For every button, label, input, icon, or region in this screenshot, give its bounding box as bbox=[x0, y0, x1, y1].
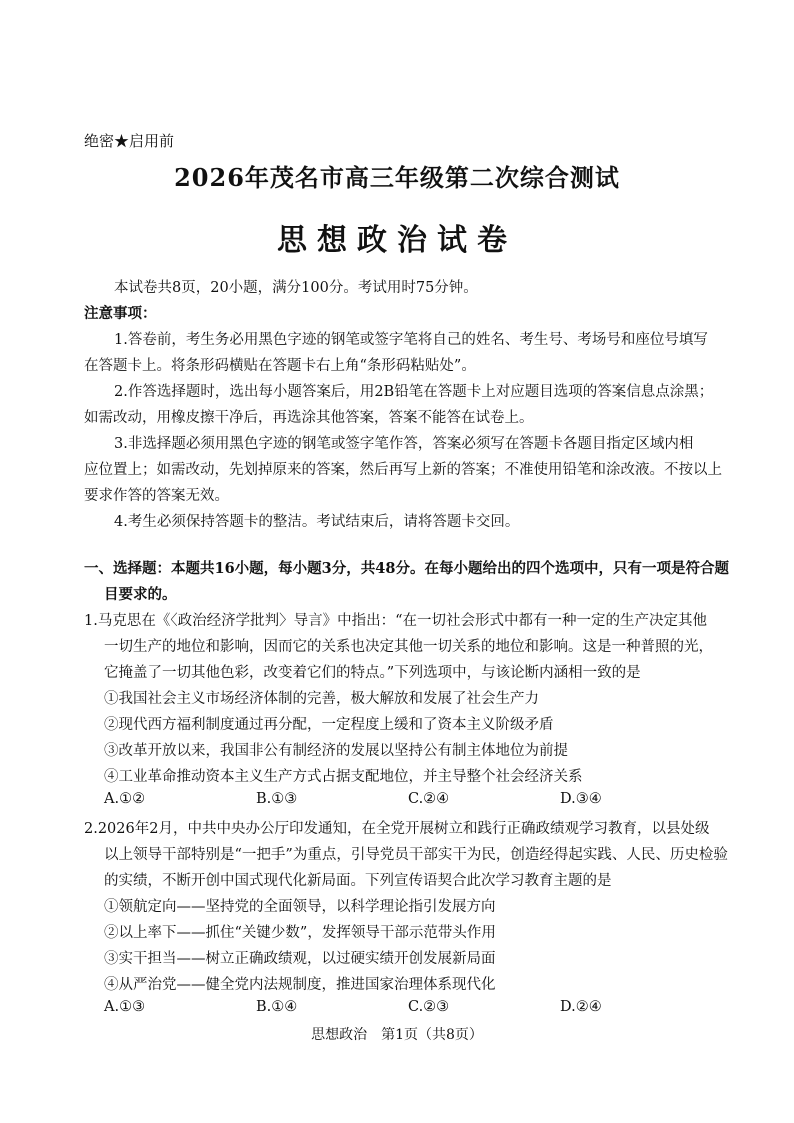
q2-option-a: A.①③ bbox=[104, 999, 146, 1015]
q1-option-d: D.③④ bbox=[560, 791, 602, 807]
q1-option-a: A.①② bbox=[104, 791, 146, 807]
subject-title: 思想政治试卷 bbox=[277, 223, 517, 258]
q1-option-c: C.②④ bbox=[408, 791, 450, 807]
q2-stem-line-3: 的实绩，不断开创中国式现代化新局面。下列宣传语契合此次学习教育主题的是 bbox=[104, 873, 612, 889]
exam-intro: 本试卷共8页，20小题，满分100分。考试用时75分钟。 bbox=[114, 280, 478, 296]
section-1-heading-line-2: 目要求的。 bbox=[104, 586, 177, 603]
q2-statement-4: ④从严治党——健全党内法规制度，推进国家治理体系现代化 bbox=[104, 977, 496, 993]
note-2-line-2: 如需改动，用橡皮擦干净后，再选涂其他答案，答案不能答在试卷上。 bbox=[84, 410, 534, 426]
q2-stem-line-2: 以上领导干部特别是“一把手”为重点，引导党员干部实干为民，创造经得起实践、人民、历史检验 bbox=[104, 847, 728, 863]
note-2-line-1: 2.作答选择题时，选出每小题答案后，用2B铅笔在答题卡上对应题目选项的答案信息点涂黑； bbox=[114, 384, 714, 400]
q2-stem-line-1: 2.2026年2月，中共中央办公厅印发通知，在全党开展树立和践行正确政绩观学习教育，以县处级 bbox=[84, 821, 710, 837]
q1-stem-line-2: 一切生产的地位和影响，因而它的关系也决定其他一切关系的地位和影响。这是一种普照的光， bbox=[104, 639, 713, 655]
page-footer: 思想政治 第1页（共8页） bbox=[311, 1027, 483, 1043]
q2-statement-2: ②以上率下——抓住“关键少数”，发挥领导干部示范带头作用 bbox=[104, 925, 496, 941]
q1-statement-3: ③改革开放以来，我国非公有制经济的发展以坚持公有制主体地位为前提 bbox=[104, 743, 568, 759]
note-1-line-1: 1.答卷前，考生务必用黑色字迹的钢笔或签字笔将自己的姓名、考生号、考场号和座位号填写 bbox=[114, 332, 708, 348]
note-3-line-2: 应位置上；如需改动，先划掉原来的答案，然后再写上新的答案；不准使用铅笔和涂改液。不按以上 bbox=[84, 462, 722, 478]
q2-option-b: B.①④ bbox=[256, 999, 298, 1015]
q1-stem-line-3: 它掩盖了一切其他色彩，改变着它们的特点。”下列选项中，与该论断内涵相一致的是 bbox=[104, 665, 641, 681]
notes-heading: 注意事项： bbox=[84, 305, 157, 322]
q2-statement-3: ③实干担当——树立正确政绩观，以过硬实绩开创发展新局面 bbox=[104, 951, 496, 967]
section-1-heading-line-1: 一、选择题：本题共16小题，每小题3分，共48分。在每小题给出的四个选项中，只有一项是符合题 bbox=[84, 560, 729, 577]
q1-statement-2: ②现代西方福利制度通过再分配，一定程度上缓和了资本主义阶级矛盾 bbox=[104, 717, 554, 733]
q1-stem-line-1: 1.马克思在《〈政治经济学批判〉导言》中指出：“在一切社会形式中都有一种一定的生产决定其他 bbox=[84, 613, 707, 629]
q1-statement-1: ①我国社会主义市场经济体制的完善，极大解放和发展了社会生产力 bbox=[104, 691, 539, 707]
exam-title: 2026年茂名市高三年级第二次综合测试 bbox=[174, 163, 620, 192]
q2-option-c: C.②③ bbox=[408, 999, 450, 1015]
note-3-line-1: 3.非选择题必须用黑色字迹的钢笔或签字笔作答，答案必须写在答题卡各题目指定区域内相 bbox=[114, 436, 694, 452]
q2-statement-1: ①领航定向——坚持党的全面领导，以科学理论指引发展方向 bbox=[104, 899, 496, 915]
note-1-line-2: 在答题卡上。将条形码横贴在答题卡右上角“条形码粘贴处”。 bbox=[84, 358, 476, 374]
secret-mark: 绝密★启用前 bbox=[84, 132, 175, 150]
q1-option-b: B.①③ bbox=[256, 791, 298, 807]
q1-statement-4: ④工业革命推动资本主义生产方式占据支配地位，并主导整个社会经济关系 bbox=[104, 769, 583, 785]
q2-option-d: D.②④ bbox=[560, 999, 602, 1015]
note-4-line-1: 4.考生必须保持答题卡的整洁。考试结束后，请将答题卡交回。 bbox=[114, 514, 520, 530]
note-3-line-3: 要求作答的答案无效。 bbox=[84, 488, 229, 504]
